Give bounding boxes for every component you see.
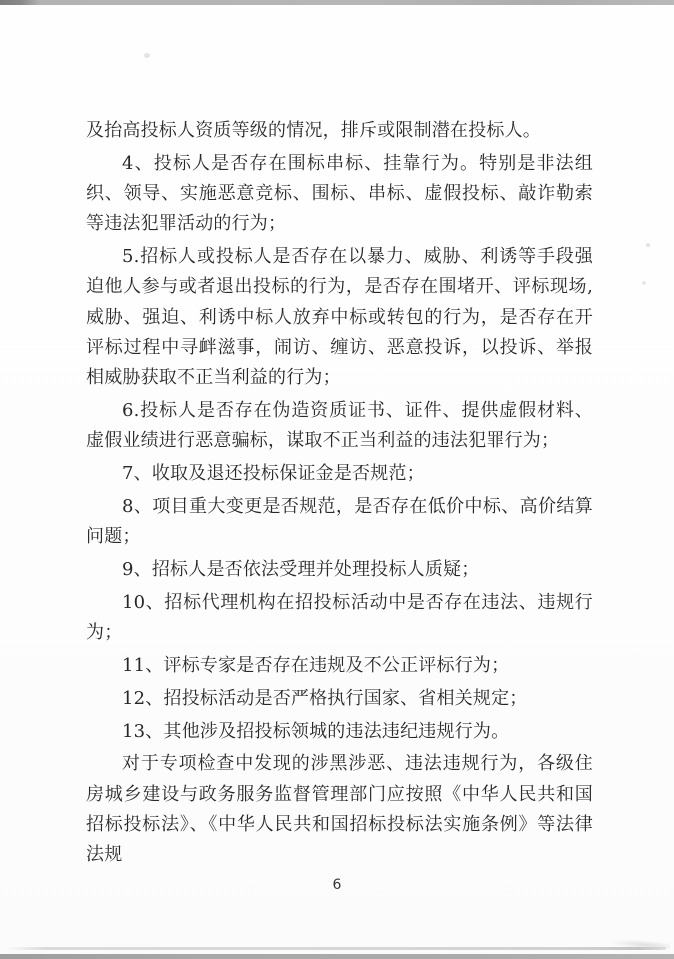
paragraph: 对于专项检查中发现的涉黑涉恶、违法违规行为，各级住房城乡建设与政务服务监督管理部门应按照《中华人民共和国招标投标法》、《中华人民共和国招标投标法实施条例》等法律法规 [86,753,593,866]
scan-speck [646,243,650,247]
paragraph: 7、收取及退还投标保证金是否规范； [122,463,425,485]
paragraph: 10、招标代理机构在招投标活动中是否存在违法、违规行为； [86,591,593,644]
paragraph: 9、招标人是否依法受理并处理投标人质疑； [122,559,480,581]
scan-speck [642,281,646,285]
scan-artifact-bottom-edge [0,954,674,959]
scan-artifact-bottom-line [6,947,666,950]
paragraph: 8、项目重大变更是否规范，是否存在低价中标、高价结算问题； [86,496,593,548]
page-number: 6 [332,877,342,893]
paragraph: 5.招标人或投标人是否存在以暴力、威胁、利诱等手段强迫他人参与或者退出投标的行为，是否存在围堵开、评标现场,威胁、强迫、利诱中标人放弃中标或转包的行为，是否存在开评标过程中寻衅滋事，闹访、缠访、恶意投诉，以投诉、举报相威胁获取不正当利益的行为； [86,246,593,389]
paragraph: 6.投标人是否存在伪造资质证书、证件、提供虚假材料、虚假业绩进行恶意骗标，谋取不正当利益的违法犯罪行为； [86,400,593,452]
paragraph: 13、其他涉及招投标领城的违法违纪违规行为。 [122,720,510,742]
document-body [86,116,593,873]
paragraph: 11、评标专家是否存在违规及不公正评标行为； [122,655,510,677]
paragraph: 及抬高投标人资质等级的情况，排斥或限制潜在投标人。 [86,120,541,141]
paragraph: 4、投标人是否存在围标串标、挂靠行为。特别是非法组织、领导、实施恶意竞标、围标、串标、虚假投标、敲诈勒索等违法犯罪活动的行为； [86,152,593,235]
scan-speck [144,53,150,58]
paragraph: 12、招投标活动是否严格执行国家、省相关规定； [122,687,528,709]
scan-artifact-top-edge [0,0,674,5]
